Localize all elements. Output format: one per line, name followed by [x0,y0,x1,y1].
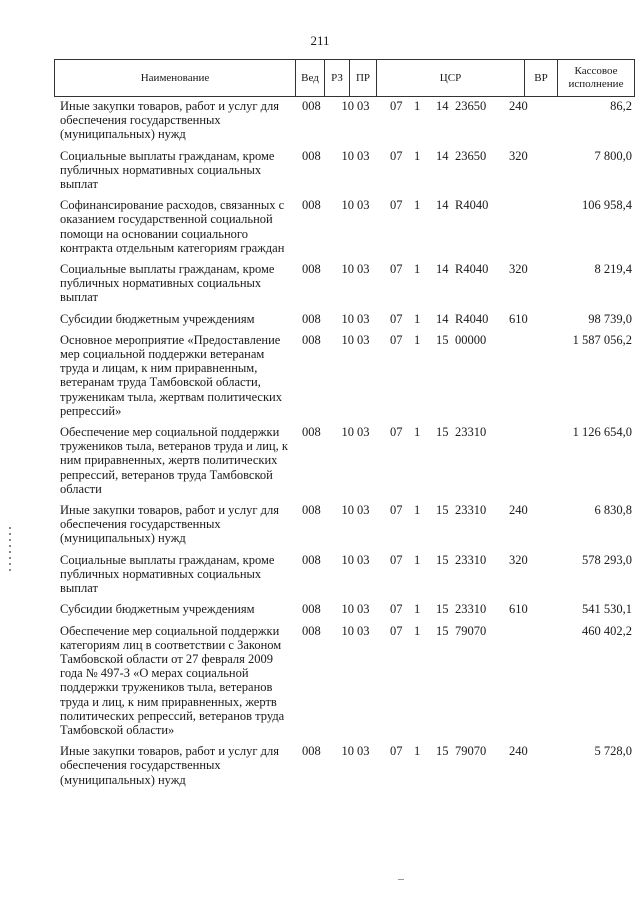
row-name: Субсидии бюджетным учреждениям [60,602,255,617]
row-csr2: 1 [414,148,421,163]
scan-speck [398,879,404,880]
table-row [54,553,634,596]
row-csr1: 07 [390,311,403,326]
row-vr: 320 [509,148,528,163]
row-csr3: 15 [436,744,449,759]
row-ved: 008 [302,99,321,113]
row-amount: 98 739,0 [588,311,632,326]
row-csr4: 79070 [455,744,487,759]
row-vr: 240 [509,744,528,759]
row-csr2: 1 [414,503,421,518]
row-ved: 008 [302,332,321,347]
row-csr2: 1 [414,552,421,567]
row-ved: 008 [302,602,321,617]
row-vr: 240 [509,99,528,113]
header-amount [558,60,635,97]
row-name: Социальные выплаты гражданам, кроме публичных нормативных социальных выплат [60,148,275,192]
row-pr: 03 [357,332,370,347]
page-number: 211 [310,33,330,48]
header-pr: ПР [350,60,377,97]
row-csr4: 23650 [455,148,487,163]
row-csr3: 15 [436,623,449,638]
table-row [54,624,634,738]
row-name: Иные закупки товаров, работ и услуг для обеспечения государственных (муниципальных) нужд [60,744,280,787]
row-amount: 1 126 654,0 [572,425,632,440]
row-csr2: 1 [414,623,421,638]
row-vr: 320 [509,552,528,567]
row-csr4: 23310 [455,503,487,518]
row-pr: 03 [357,148,370,163]
table-row [54,312,634,326]
header-amount-line2: исполнение [568,78,624,90]
table-row [54,744,634,787]
row-csr2: 1 [414,425,421,440]
row-csr4: 23310 [455,552,487,567]
row-csr2: 1 [414,744,421,759]
row-pr: 03 [357,552,370,567]
row-csr3: 15 [436,425,449,440]
row-csr1: 07 [390,602,403,617]
row-pr: 03 [357,262,370,277]
row-ved: 008 [302,425,321,440]
row-ved: 008 [302,503,321,518]
row-rz: 10 [341,262,354,277]
row-ved: 008 [302,311,321,326]
row-name: Иные закупки товаров, работ и услуг для обеспечения государственных (муниципальных) нужд [60,503,280,546]
row-csr1: 07 [390,552,403,567]
row-rz: 10 [341,744,354,759]
row-vr: 610 [509,311,528,326]
table-row [54,198,634,255]
row-csr4: R4040 [455,198,489,213]
row-csr3: 14 [436,262,449,277]
row-pr: 03 [357,311,370,326]
row-pr: 03 [357,503,370,518]
header-vr: ВР [525,60,558,97]
table-row [54,503,634,546]
row-pr: 03 [357,425,370,440]
row-csr1: 07 [390,262,403,277]
table-body [54,99,634,794]
row-name: Субсидии бюджетным учреждениям [60,311,255,326]
table-row [54,333,634,418]
row-csr4: 23650 [455,99,487,113]
header-amount-line1: Кассовое [574,65,618,77]
row-ved: 008 [302,148,321,163]
row-amount: 8 219,4 [594,262,632,277]
row-rz: 10 [341,425,354,440]
row-amount: 541 530,1 [582,602,632,617]
row-csr3: 15 [436,602,449,617]
row-csr1: 07 [390,623,403,638]
row-ved: 008 [302,198,321,213]
row-csr1: 07 [390,503,403,518]
row-ved: 008 [302,744,321,759]
header-name: Наименование [55,60,296,97]
row-csr3: 14 [436,148,449,163]
row-rz: 10 [341,503,354,518]
row-csr3: 15 [436,332,449,347]
row-rz: 10 [341,148,354,163]
row-csr1: 07 [390,99,403,113]
row-csr1: 07 [390,148,403,163]
row-rz: 10 [341,311,354,326]
row-rz: 10 [341,602,354,617]
row-name: Софинансирование расходов, связанных с оказанием государственной социальной помощи на основании социального контракта отдельным категориям граждан [60,198,285,255]
row-ved: 008 [302,623,321,638]
row-name: Обеспечение мер социальной поддержки категориям лиц в соответствии с Законом Тамбовской области от 27 февраля 2009 года № 497-З «О мерах социальной поддержки тружеников тыла, ветеранов труда и лиц, к ним приравненных, жертв политических репрессий, ветеранов труда Тамбовской области» [60,623,285,737]
row-csr2: 1 [414,99,421,113]
row-rz: 10 [341,552,354,567]
table-row [54,149,634,192]
row-ved: 008 [302,552,321,567]
row-csr3: 14 [436,311,449,326]
row-pr: 03 [357,623,370,638]
row-csr4: 23310 [455,425,487,440]
row-ved: 008 [302,262,321,277]
row-name: Основное мероприятие «Предоставление мер социальной поддержки ветеранам труда и лицам, к ним приравненным, ветеранам труда Тамбовской области, труженикам тыла, жертвам политических репрессий» [60,332,282,418]
row-csr3: 15 [436,503,449,518]
row-amount: 578 293,0 [582,552,632,567]
row-csr2: 1 [414,602,421,617]
row-rz: 10 [341,623,354,638]
row-name: Социальные выплаты гражданам, кроме публичных нормативных социальных выплат [60,262,275,305]
row-rz: 10 [341,99,354,113]
row-pr: 03 [357,99,370,113]
row-csr2: 1 [414,332,421,347]
row-csr4: 79070 [455,623,487,638]
row-vr: 240 [509,503,528,518]
row-amount: 5 728,0 [594,744,632,759]
table-row [54,262,634,305]
row-csr3: 15 [436,552,449,567]
row-csr2: 1 [414,311,421,326]
row-csr1: 07 [390,198,403,213]
row-amount: 6 830,8 [594,503,632,518]
row-amount: 106 958,4 [582,198,632,213]
row-csr4: R4040 [455,262,489,277]
row-amount: 7 800,0 [594,148,632,163]
table-row [54,602,634,616]
row-csr4: 23310 [455,602,487,617]
table-row [54,425,634,496]
row-csr1: 07 [390,425,403,440]
row-name: Иные закупки товаров, работ и услуг для обеспечения государственных (муниципальных) нужд [60,99,280,142]
row-pr: 03 [357,198,370,213]
table-header [54,59,635,97]
row-csr4: R4040 [455,311,489,326]
row-csr1: 07 [390,744,403,759]
row-amount: 86,2 [610,99,632,113]
table-row [54,99,634,142]
row-csr3: 14 [436,198,449,213]
margin-stamp-mark [9,527,11,571]
row-amount: 1 587 056,2 [572,332,632,347]
row-name: Обеспечение мер социальной поддержки тружеников тыла, ветеранов труда и лиц, к ним приравненных, жертв политических репрессий, ветеранов труда Тамбовской области [60,425,288,496]
row-rz: 10 [341,332,354,347]
row-csr1: 07 [390,332,403,347]
header-rz: РЗ [325,60,350,97]
row-csr3: 14 [436,99,449,113]
row-name: Социальные выплаты гражданам, кроме публичных нормативных социальных выплат [60,552,275,596]
row-csr2: 1 [414,262,421,277]
row-csr2: 1 [414,198,421,213]
row-rz: 10 [341,198,354,213]
row-pr: 03 [357,744,370,759]
row-amount: 460 402,2 [582,623,632,638]
header-csr: ЦСР [377,60,525,97]
row-csr4: 00000 [455,332,487,347]
row-vr: 610 [509,602,528,617]
header-ved: Вед [296,60,325,97]
row-pr: 03 [357,602,370,617]
row-vr: 320 [509,262,528,277]
